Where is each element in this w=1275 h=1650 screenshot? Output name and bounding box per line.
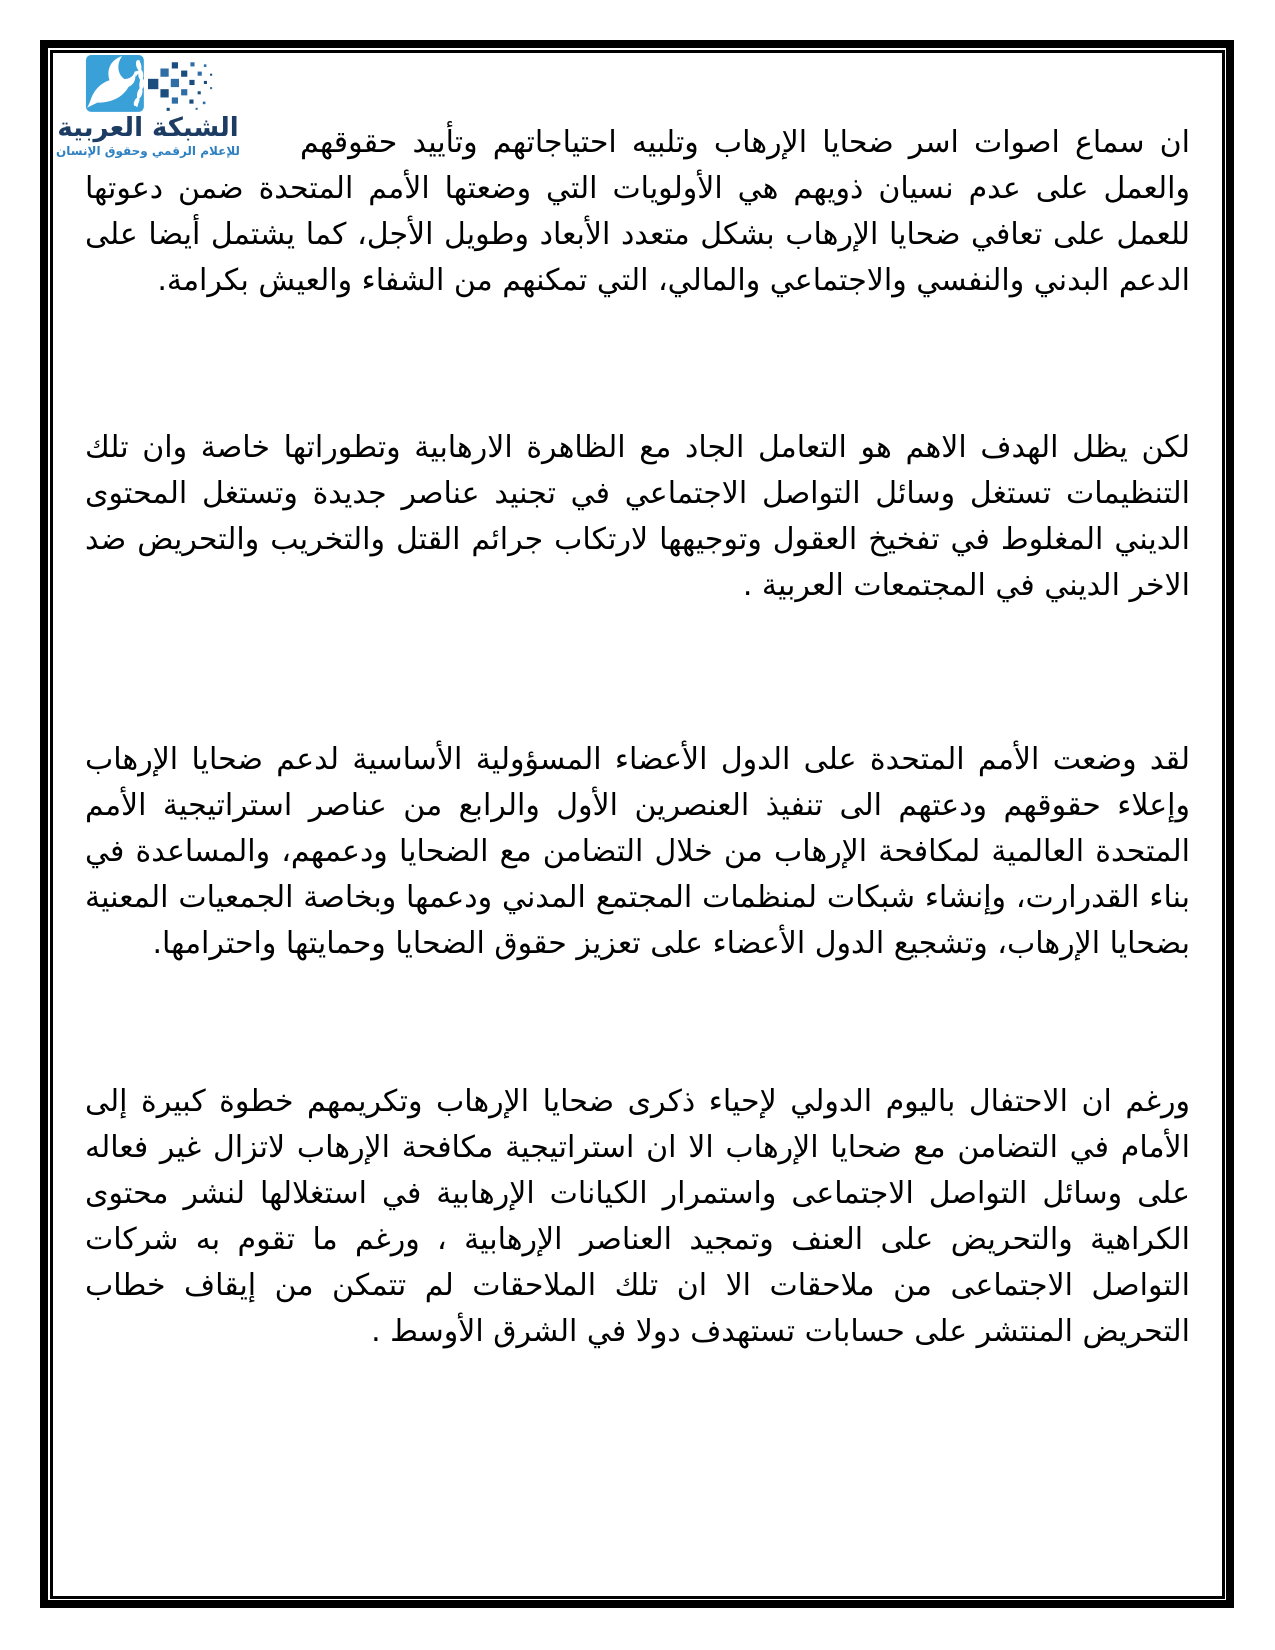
logo-title: الشبكة العربية [57, 113, 239, 143]
paragraph-2-text: لكن يظل الهدف الاهم هو التعامل الجاد مع الظاهرة الارهابية وتطوراتها خاصة وان تلك التنظيمات تستغل وسائل التواصل الاجتماعي في تجنيد عناصر جديدة وتستغل المحتوى الديني المغلوط في تفخيخ العقول وتوجيهها لارتكاب جرائم القتل والتخريب والتحريض ضد الاخر الديني في المجتمعات العربية . [85, 430, 1190, 603]
document-body [85, 120, 1190, 1355]
paragraph-3-text: لقد وضعت الأمم المتحدة على الدول الأعضاء المسؤولية الأساسية لدعم ضحايا الإرهاب وإعلاء حقوقهم ودعتهم الى تنفيذ العنصرين الأول والرابع من عناصر استراتيجية الأمم المتحدة العالمية لمكافحة الإرهاب من خلال التضامن مع الضحايا ودعمهم، والمساعدة في بناء القدرارت، وإنشاء شبكات لمنظمات المجتمع المدني ودعمها وبخاصة الجمعيات المعنية بضحايا الإرهاب، وتشجيع الدول الأعضاء على تعزيز حقوق الضحايا وحمايتها واحترامها. [85, 742, 1190, 961]
logo-subtitle: للإعلام الرقمي وحقوق الإنسان [56, 144, 240, 158]
paragraph-1 [85, 120, 1190, 304]
paragraph-4 [85, 1079, 1190, 1355]
paragraph-4-text: ورغم ان الاحتفال باليوم الدولي لإحياء ذكرى ضحايا الإرهاب وتكريمهم خطوة كبيرة إلى الأمام في التضامن مع ضحايا الإرهاب الا ان استراتيجية مكافحة الإرهاب لاتزال غير فعاله على وسائل التواصل الاجتماعى واستمرار الكيانات الإرهابية في استغلالها لنشر محتوى الكراهية والتحريض على العنف وتمجيد العناصر الإرهابية ، ورغم ما تقوم به شركات التواصل الاجتماعى من ملاحقات الا ان تلك الملاحقات لم تتمكن من إيقاف خطاب التحريض المنتشر على حسابات تستهدف دولا في الشرق الأوسط . [85, 1084, 1190, 1349]
logo-wrap-spacer [85, 120, 300, 160]
paragraph-1-text: ان سماع اصوات اسر ضحايا الإرهاب وتلبيه احتياجاتهم وتأييد حقوقهم والعمل على عدم نسيان ذويهم هي الأولويات التي وضعتها الأمم المتحدة ضمن دعوتها للعمل على تعافي ضحايا الإرهاب بشكل متعدد الأبعاد وطويل الأجل، كما يشتمل أيضا على الدعم البدني والنفسي والاجتماعي والمالي، التي تمكنهم من الشفاء والعيش بكرامة. [85, 125, 1190, 298]
dove-digital-mosaic-icon [72, 54, 224, 114]
paragraph-3 [85, 737, 1190, 967]
paragraph-2 [85, 425, 1190, 609]
